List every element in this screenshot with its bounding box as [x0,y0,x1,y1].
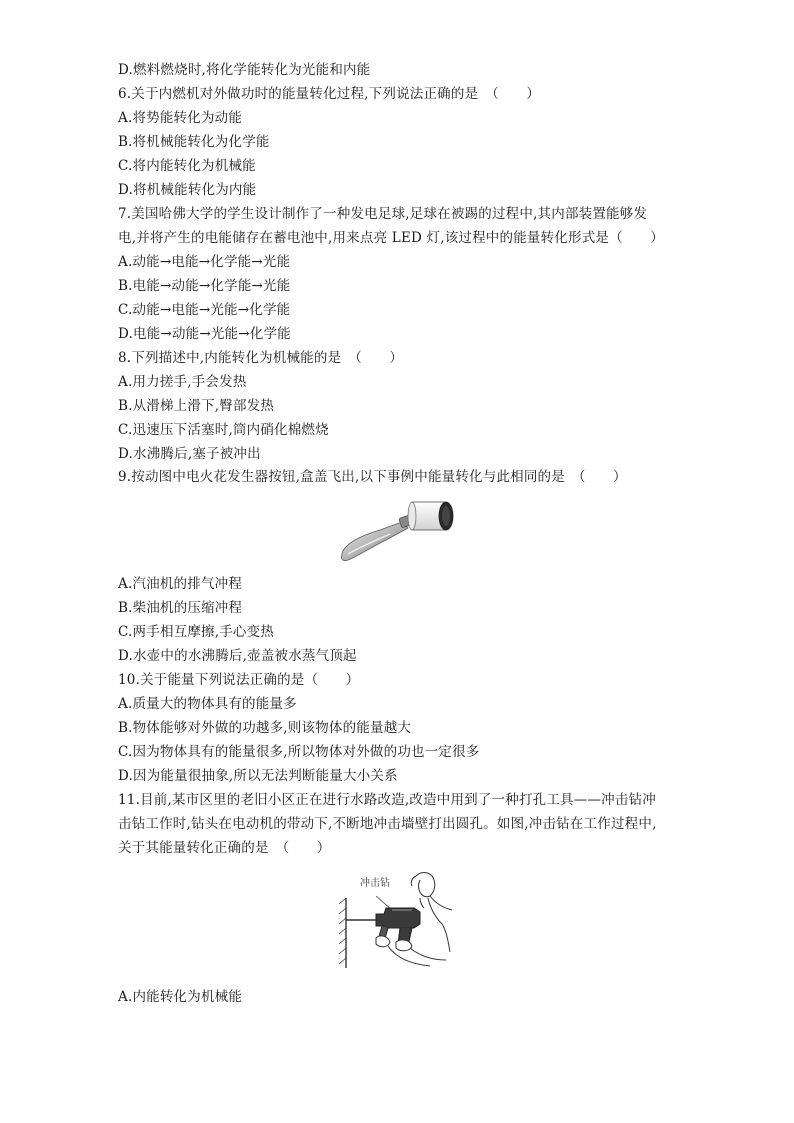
q7-stem-line2: 电,并将产生的电能储存在蓄电池中,用来点亮 LED 灯,该过程中的能量转化形式是（ ） [118,230,664,246]
q11-stem-line2: 击钻工作时,钻头在电动机的带动下,不断地冲击墙壁打出圆孔。如图,冲击钻在工作过程中, [118,816,657,832]
q9-option-b: B.柴油机的压缩冲程 [118,600,243,616]
q9-option-d: D.水壶中的水沸腾后,壶盖被水蒸气顶起 [118,648,357,664]
q10-option-b: B.物体能够对外做的功越多,则该物体的能量越大 [118,720,412,736]
q7-option-c: C.动能→电能→光能→化学能 [118,302,291,318]
q7-option-b: B.电能→动能→化学能→光能 [118,278,291,294]
q7-stem-line1: 7.美国哈佛大学的学生设计制作了一种发电足球,足球在被踢的过程中,其内部装置能够发 [118,206,648,222]
q8-option-c: C.迅速压下活塞时,筒内硝化棉燃烧 [118,422,329,438]
q8-option-b: B.从滑梯上滑下,臀部发热 [118,398,275,414]
q6-option-c: C.将内能转化为机械能 [118,158,256,174]
impact-drill-figure [336,868,456,972]
q5-option-d: D.燃料燃烧时,将化学能转化为光能和内能 [118,62,371,78]
q6-stem: 6.关于内燃机对外做功时的能量转化过程,下列说法正确的是 （ ） [118,86,541,102]
q9-stem: 9.按动图中电火花发生器按钮,盒盖飞出,以下事例中能量转化与此相同的是 （ ） [118,469,627,485]
q11-option-a: A.内能转化为机械能 [118,989,243,1005]
drill-label: 冲击钻 [360,878,390,889]
q9-option-a: A.汽油机的排气冲程 [118,576,243,592]
q10-option-d: D.因为能量很抽象,所以无法判断能量大小关系 [118,768,398,784]
q7-option-a: A.动能→电能→化学能→光能 [118,254,291,270]
q6-option-b: B.将机械能转化为化学能 [118,134,270,150]
q11-stem-line1: 11.目前,某市区里的老旧小区正在进行水路改造,改造中用到了一种打孔工具——冲击钻冲 [118,792,656,808]
q9-option-c: C.两手相互摩擦,手心变热 [118,624,275,640]
q8-option-d: D.水沸腾后,塞子被冲出 [118,446,261,462]
q10-stem: 10.关于能量下列说法正确的是（ ） [118,672,360,688]
q6-option-a: A.将势能转化为动能 [118,110,243,126]
q10-option-c: C.因为物体具有的能量很多,所以物体对外做的功也一定很多 [118,744,480,760]
q8-stem: 8.下列描述中,内能转化为机械能的是 （ ） [118,350,404,366]
q7-option-d: D.电能→动能→光能→化学能 [118,326,291,342]
q11-stem-line3: 关于其能量转化正确的是 （ ） [118,840,331,856]
spark-generator-figure [336,494,466,570]
q6-option-d: D.将机械能转化为内能 [118,182,257,198]
q8-option-a: A.用力搓手,手会发热 [118,374,247,390]
q10-option-a: A.质量大的物体具有的能量多 [118,696,297,712]
